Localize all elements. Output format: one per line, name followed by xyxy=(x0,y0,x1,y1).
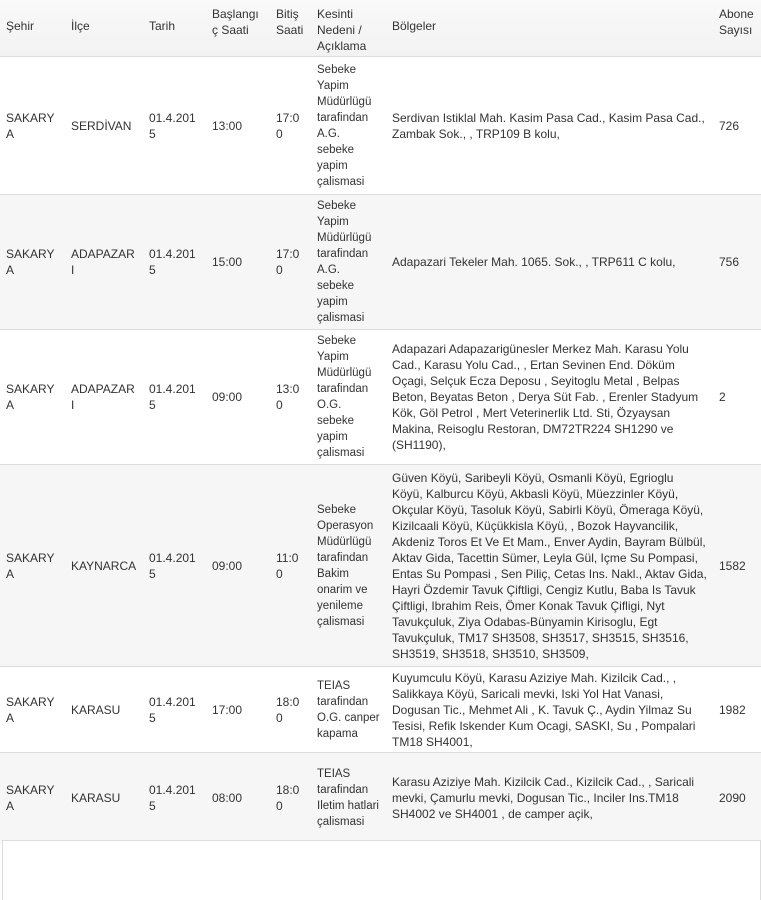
header-city[interactable]: Şehir xyxy=(6,19,35,33)
header-subscribers[interactable] xyxy=(713,0,761,57)
cell-end-time: 11:00 xyxy=(276,550,299,581)
cell-district: ADAPAZARI xyxy=(71,382,135,412)
header-end-time-label: Bitiş Saati xyxy=(276,7,304,37)
cell-district: KAYNARCA xyxy=(71,558,137,573)
cell-end-time: 17:00 xyxy=(276,110,300,141)
cell-city: SAKARYA xyxy=(6,783,55,814)
cell-regions: Adapazari Adapazarigünesler Merkez Mah. Karasu Yolu Cad., Karasu Yolu Cad., , Ertan Sevinen End. Döküm Oçagi, Selçuk Ecza Deposu , Seyitoglu Metal , Belpas Beton, Beyatas Beton , Derya Süt Fab. , Erenler Stadyum Kök, Göl Petrol , Mert Veterinerlik Ltd. Sti, Özyaysan Makina, Reisoglu Restoran, DM72TR224 SH1290 ve (SH1190), xyxy=(392,342,699,452)
cell-end-time: 18:00 xyxy=(276,694,300,725)
table-row xyxy=(0,465,761,667)
cell-date: 01.4.2015 xyxy=(149,694,196,725)
header-reason[interactable] xyxy=(311,0,386,57)
cell-start-time: 09:00 xyxy=(212,390,243,404)
cell-reason: Sebeke Operasyon Müdürlügü tarafindan Bakim onarim ve yenileme çalismasi xyxy=(317,503,374,628)
cell-end-time: 13:00 xyxy=(276,382,300,412)
cell-regions: Adapazari Tekeler Mah. 1065. Sok., , TRP611 C kolu, xyxy=(392,255,676,269)
cell-start-time: 08:00 xyxy=(212,791,243,806)
table-row xyxy=(0,195,761,330)
cell-subscribers: 2090 xyxy=(719,791,746,806)
cell-start-time: 17:00 xyxy=(212,702,243,717)
cell-start-time: 13:00 xyxy=(212,118,243,133)
table-row xyxy=(0,753,761,844)
cell-date: 01.4.2015 xyxy=(149,550,196,581)
cell-regions: Güven Köyü, Saribeyli Köyü, Osmanli Köyü, Egrioglu Köyü, Kalburcu Köyü, Akbasli Köyü, Müezzinler Köyü, Okçular Köyü, Tasoluk Köyü, Sabirli Köyü, Ömeraga Köyü, Kizilcaali Köyü, Küçükkisla Köyü, , Bozok Hayvancilik, Akdeniz Toros Et Ve Et Mam., Enver Aydin, Bayram Bülbül, Aktav Gida, Tacettin Sümer, Leyla Gül, Içme Su Pompasi, Entas Su Pompasi , Sen Piliç, Cetas Ins. Nakl., Aktav Gida, Hayri Özdemir Tavuk Çiftligi, Cengiz Kutlu, Baba Is Tavuk Çiftligi, Ibrahim Reis, Ömer Konak Tavuk Çifligi, Nyt Tavukçuluk, Ziya Odabas-Bünyamin Kirisoglu, Egt Tavukçuluk, TM17 SH3508, SH3517, SH3515, SH3516, SH3519, SH3518, SH3510, SH3509, xyxy=(392,470,707,661)
cell-date: 01.4.2015 xyxy=(149,247,196,277)
cell-reason: TEIAS tarafindan Iletim hatlari çalismasi xyxy=(317,768,379,829)
cell-reason: Sebeke Yapim Müdürlügü tarafindan O.G. sebeke yapim çalismasi xyxy=(317,335,372,459)
cell-subscribers: 726 xyxy=(719,118,740,133)
cell-city: SAKARYA xyxy=(6,694,55,725)
cell-city: SAKARYA xyxy=(6,550,55,581)
table-row xyxy=(0,667,761,753)
header-regions[interactable]: Bölgeler xyxy=(392,19,437,33)
cell-date: 01.4.2015 xyxy=(149,110,196,141)
cell-start-time: 09:00 xyxy=(212,558,243,573)
cell-date: 01.4.2015 xyxy=(149,783,196,814)
cell-subscribers: 1982 xyxy=(719,702,746,717)
cell-district: SERDİVAN xyxy=(71,118,132,133)
header-reason-label: Kesinti Nedeni / Açıklama xyxy=(317,7,367,53)
header-start-time-label: Başlangıç Saati xyxy=(212,7,259,37)
cell-reason: Sebeke Yapim Müdürlügü tarafindan A.G. sebeke yapim çalismasi xyxy=(317,200,372,324)
cell-subscribers: 1582 xyxy=(719,558,746,573)
cell-regions: Karasu Aziziye Mah. Kizilcik Cad., Kizilcik Cad., , Saricali mevki, Çamurlu mevki, Dogusan Tic., Inciler Ins.TM18 SH4002 ve SH4001 , de camper açik, xyxy=(392,775,695,822)
cell-end-time: 18:00 xyxy=(276,783,300,814)
header-date[interactable]: Tarih xyxy=(149,19,176,33)
table-header xyxy=(0,0,761,57)
cell-reason: TEIAS tarafindan O.G. canper kapama xyxy=(317,679,380,740)
cell-city: SAKARYA xyxy=(6,247,55,277)
cell-start-time: 15:00 xyxy=(212,255,243,269)
cell-district: KARASU xyxy=(71,791,121,806)
header-start-time[interactable] xyxy=(206,0,270,57)
header-subscribers-label: Abone Sayısı xyxy=(719,7,754,37)
cell-subscribers: 2 xyxy=(719,390,726,404)
cell-subscribers: 756 xyxy=(719,255,740,269)
table-row xyxy=(0,57,761,195)
cell-regions: Serdivan Istiklal Mah. Kasim Pasa Cad., Kasim Pasa Cad., Zambak Sok., , TRP109 B kolu, xyxy=(392,110,705,141)
cell-city: SAKARYA xyxy=(6,110,55,141)
empty-panel xyxy=(2,840,761,900)
cell-reason: Sebeke Yapim Müdürlügü tarafindan A.G. sebeke yapim çalismasi xyxy=(317,63,372,188)
header-end-time[interactable] xyxy=(270,0,311,57)
cell-district: KARASU xyxy=(71,702,121,717)
cell-district: ADAPAZARI xyxy=(71,247,135,277)
header-district[interactable]: İlçe xyxy=(71,19,90,33)
cell-date: 01.4.2015 xyxy=(149,382,196,412)
cell-city: SAKARYA xyxy=(6,382,55,412)
cell-regions: Kuyumculu Köyü, Karasu Aziziye Mah. Kizilcik Cad., , Salikkaya Köyü, Saricali mevki, Iski Yol Hat Vanasi, Dogusan Tic., Mehmet Ali , K. Tavuk Ç., Aydin Yilmaz Su Tesisi, Refik Iskender Kum Ocagi, SASKI, Su , Pompalari TM18 SH4001, xyxy=(392,670,696,749)
cell-end-time: 17:00 xyxy=(276,247,300,277)
table-body xyxy=(0,57,761,844)
header-row xyxy=(0,0,761,57)
table-row xyxy=(0,330,761,465)
